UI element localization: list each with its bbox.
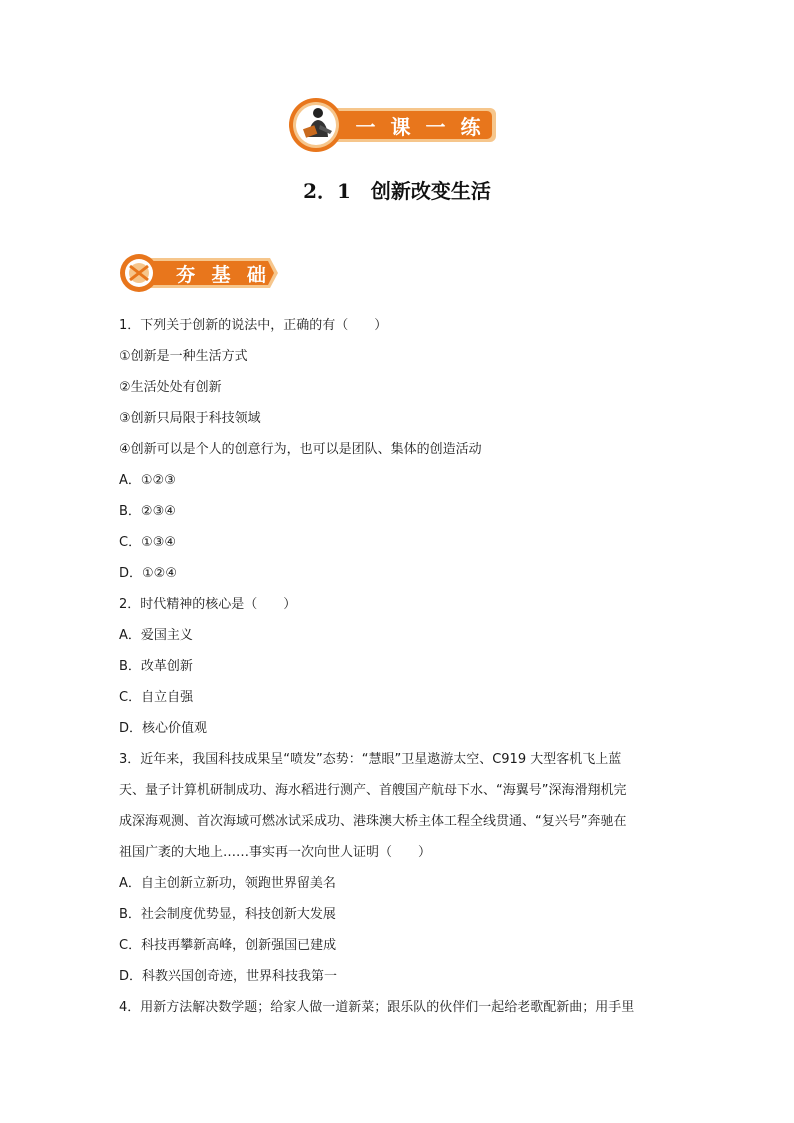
question-3 [119, 744, 679, 992]
answer-option[interactable]: A．自主创新立新功，领跑世界留美名 [119, 876, 336, 891]
answer-option[interactable]: D．科教兴国创奇迹，世界科技我第一 [119, 969, 338, 984]
statement: ③创新只局限于科技领域 [119, 411, 261, 426]
answer-option[interactable]: C．①③④ [119, 535, 177, 550]
answer-option[interactable]: A．①②③ [119, 473, 176, 488]
question-stem-line: 成深海观测、首次海域可燃冰试采成功、港珠澳大桥主体工程全线贯通、“复兴号”奔驰在 [119, 814, 627, 829]
badge-char: 一 [425, 114, 446, 139]
statement: ②生活处处有创新 [119, 380, 222, 395]
question-list [119, 310, 679, 1023]
section-title [168, 257, 274, 289]
question-stem: 2．时代精神的核心是（ ） [119, 597, 297, 612]
question-1 [119, 310, 679, 589]
answer-option[interactable]: D．①②④ [119, 566, 177, 581]
question-stem-line: 天、量子计算机研制成功、海水稻进行测产、首艘国产航母下水、“海翼号”深海滑翔机完 [119, 783, 627, 798]
answer-option[interactable]: B．改革创新 [119, 659, 193, 674]
question-stem-line: 3．近年来，我国科技成果呈“喷发”态势：“慧眼”卫星遨游太空、C919 大型客机飞上蓝 [119, 752, 622, 767]
lesson-badge [286, 97, 498, 153]
answer-option[interactable]: C．科技再攀新高峰，创新强国已建成 [119, 938, 337, 953]
question-stem: 1．下列关于创新的说法中，正确的有（ ） [119, 318, 388, 333]
section-char: 础 [246, 263, 266, 286]
statement: ④创新可以是个人的创意行为，也可以是团队、集体的创造活动 [119, 442, 482, 457]
section-banner [118, 252, 280, 294]
question-stem: 4．用新方法解决数学题；给家人做一道新菜；跟乐队的伙伴们一起给老歌配新曲；用手里 [119, 1000, 635, 1015]
question-2 [119, 589, 679, 744]
question-stem-line: 祖国广袤的大地上……事实再一次向世人证明（ ） [119, 845, 432, 860]
section-char: 夯 [176, 263, 196, 286]
answer-option[interactable]: D．核心价值观 [119, 721, 208, 736]
answer-option[interactable]: B．社会制度优势显，科技创新大发展 [119, 907, 336, 922]
page-title: 2．1 创新改变生活 [303, 179, 491, 203]
answer-option[interactable]: B．②③④ [119, 504, 176, 519]
section-char: 基 [211, 263, 231, 286]
badge-char: 练 [460, 114, 481, 139]
badge-text [348, 109, 488, 141]
section-ring-icon [120, 254, 158, 292]
answer-option[interactable]: C．自立自强 [119, 690, 194, 705]
question-4 [119, 992, 679, 1023]
statement: ①创新是一种生活方式 [119, 349, 248, 364]
badge-char: 课 [390, 114, 411, 139]
badge-char: 一 [355, 114, 376, 139]
answer-option[interactable]: A．爱国主义 [119, 628, 193, 643]
